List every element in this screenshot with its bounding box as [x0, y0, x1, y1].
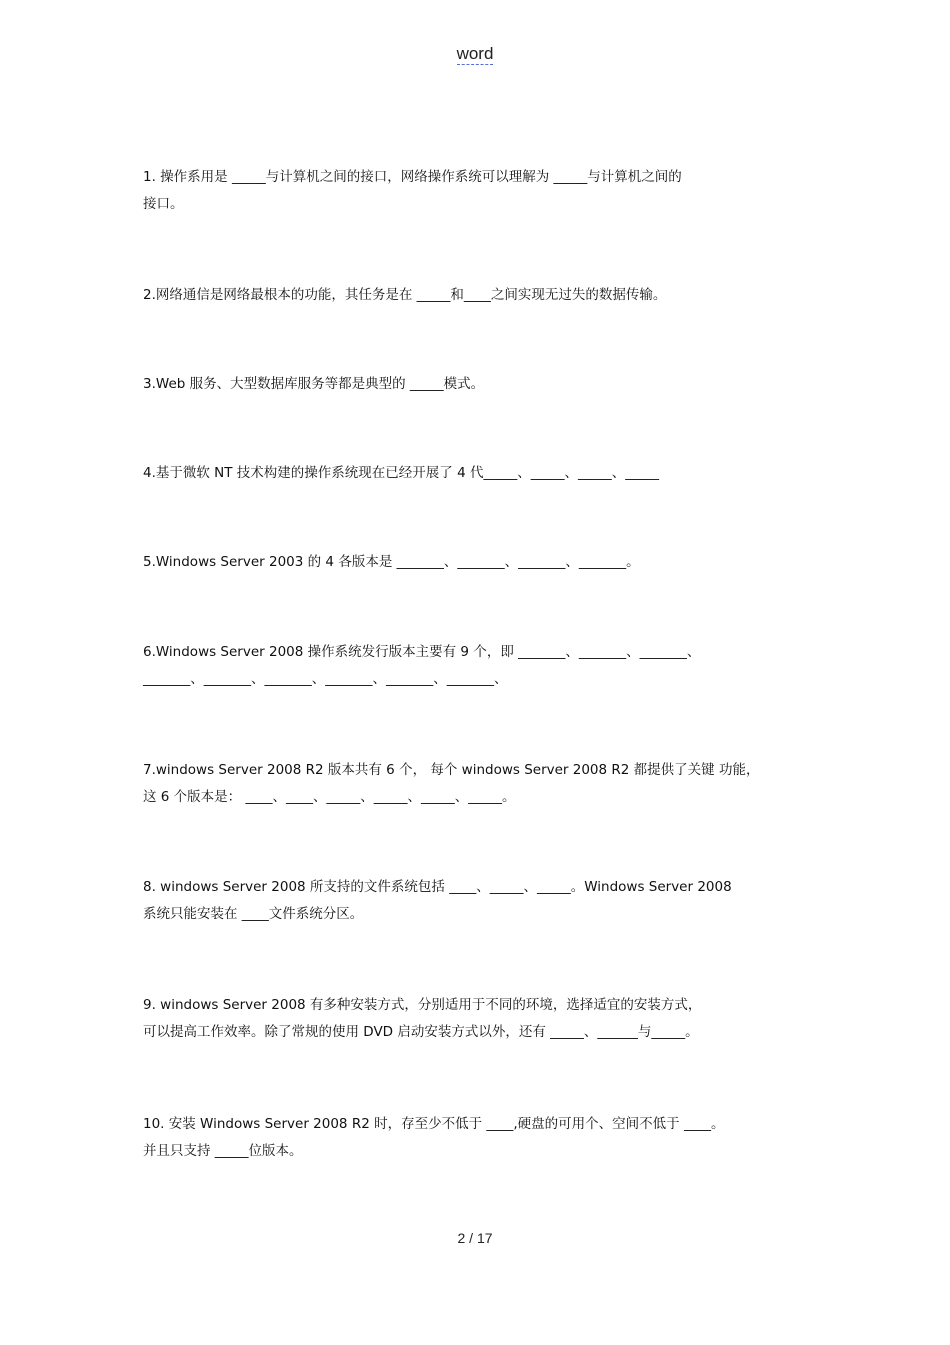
question-9 — [143, 992, 813, 1046]
question-5 — [143, 549, 813, 576]
question-line: 3.Web 服务、大型数据库服务等都是典型的 _____模式。 — [143, 376, 485, 392]
header-title: word — [456, 44, 494, 63]
question-line: 并且只支持 _____位版本。 — [143, 1143, 303, 1159]
question-line: 1. 操作系用是 _____与计算机之间的接口，网络操作系统可以理解为 _____与计算机之间的 — [143, 169, 682, 185]
question-line: 10. 安装 Windows Server 2008 R2 时，存至少不低于 ____,硬盘的可用个、空间不低于 ____。 — [143, 1116, 725, 1132]
question-10 — [143, 1111, 813, 1165]
question-line: 2.网络通信是网络最根本的功能，其任务是在 _____和____之间实现无过失的数据传输。 — [143, 287, 667, 303]
question-6 — [143, 639, 813, 693]
question-8 — [143, 874, 813, 928]
page-header — [0, 44, 950, 64]
question-line: _______、_______、_______、_______、_______、_______、 — [143, 671, 508, 687]
question-line: 7.windows Server 2008 R2 版本共有 6 个， 每个 windows Server 2008 R2 都提供了关键 功能， — [143, 762, 760, 778]
question-line: 接口。 — [143, 196, 184, 212]
question-7 — [143, 757, 813, 811]
question-line: 9. windows Server 2008 有多种安装方式，分别适用于不同的环境，选择适宜的安装方式， — [143, 997, 702, 1013]
page-number: 2 / 17 — [457, 1230, 493, 1246]
question-1 — [143, 164, 813, 218]
question-4 — [143, 460, 813, 487]
question-line: 8. windows Server 2008 所支持的文件系统包括 ____、_____、_____。Windows Server 2008 — [143, 879, 732, 895]
question-3 — [143, 371, 813, 398]
question-line: 系统只能安装在 ____文件系统分区。 — [143, 906, 364, 922]
question-line: 可以提高工作效率。除了常规的使用 DVD 启动安装方式以外，还有 _____、______与_____。 — [143, 1024, 699, 1040]
question-2 — [143, 282, 813, 309]
question-line: 5.Windows Server 2003 的 4 各版本是 _______、_______、_______、_______。 — [143, 554, 640, 570]
question-line: 这 6 个版本是： ____、____、_____、_____、_____、_____。 — [143, 789, 516, 805]
question-line: 6.Windows Server 2008 操作系统发行版本主要有 9 个，即 _______、_______、_______、 — [143, 644, 701, 660]
question-line: 4.基于微软 NT 技术构建的操作系统现在已经开展了 4 代_____、_____、_____、_____ — [143, 465, 659, 481]
